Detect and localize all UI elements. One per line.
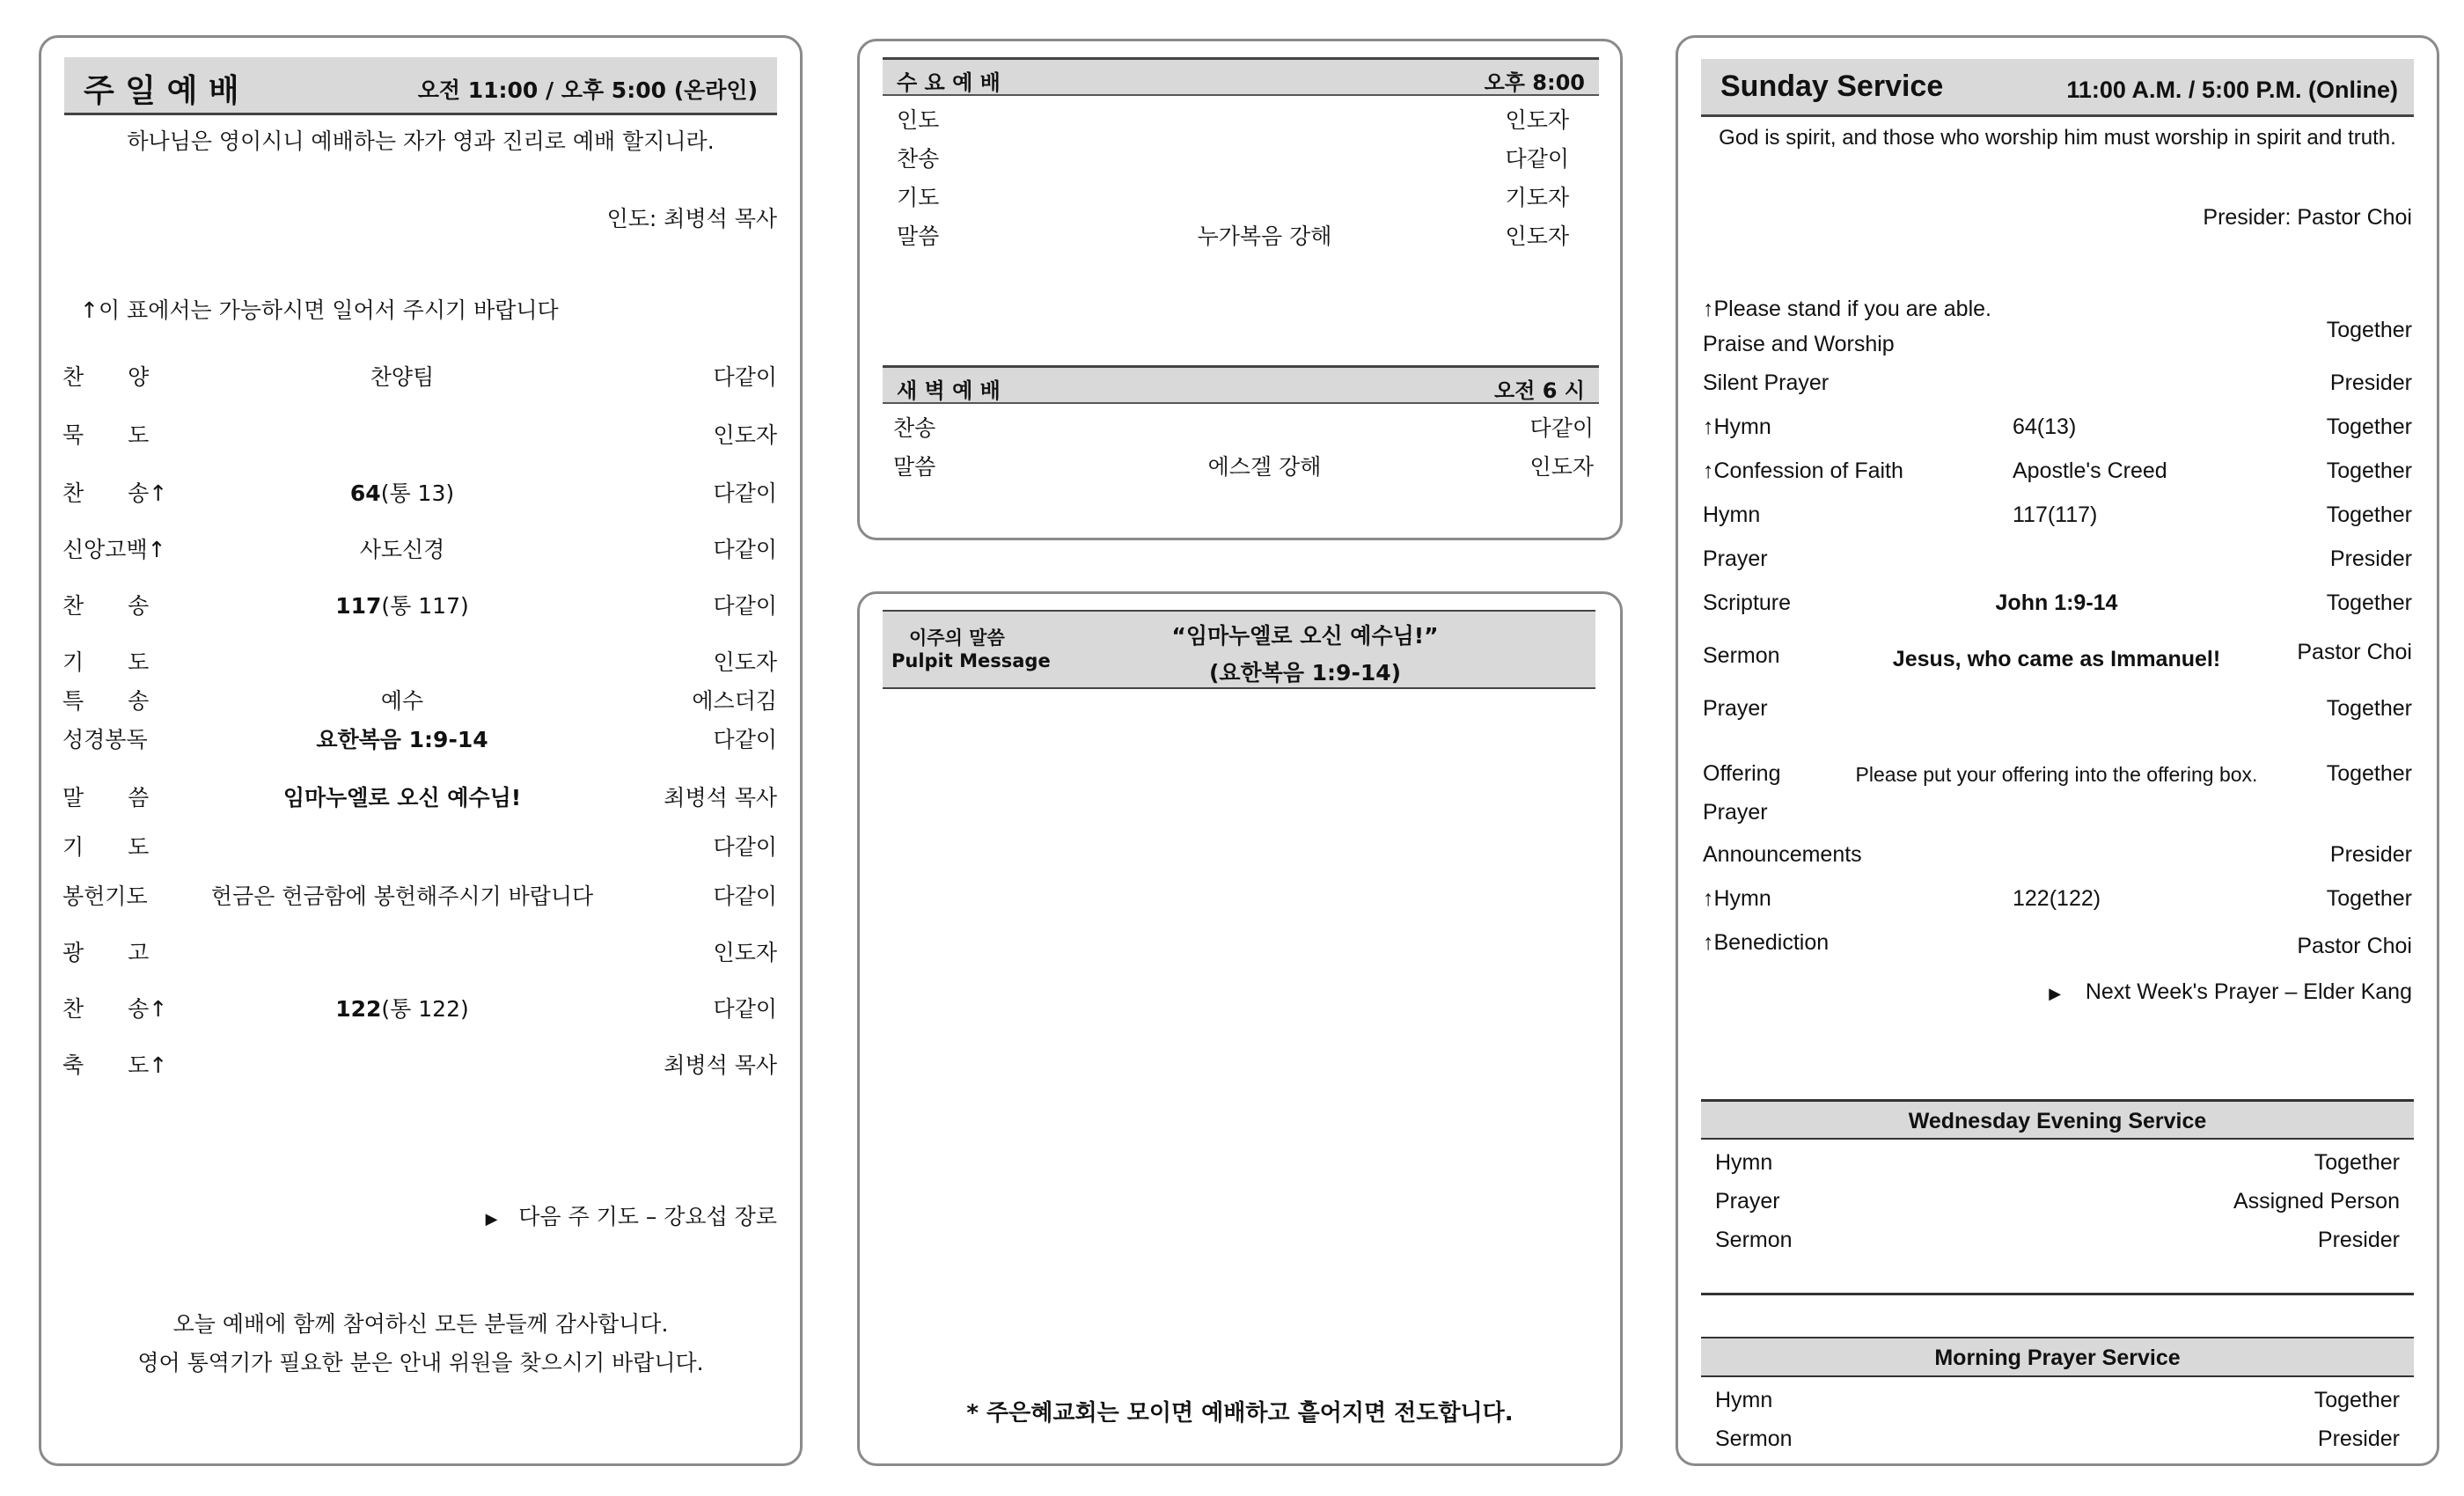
dawn-header xyxy=(883,365,1599,404)
order-item-leader: 인도자 xyxy=(713,649,777,675)
dawn-item-name: 말씀 xyxy=(893,454,936,480)
wednesday-item-name: Sermon xyxy=(1715,1228,1793,1252)
order-item-detail: 117(117) xyxy=(2013,502,2098,527)
order-item-detail: 요한복음 1:9-14 xyxy=(316,727,488,752)
pulpit-panel xyxy=(857,591,1623,1466)
triangle-bullet-icon: ▶ xyxy=(2049,985,2062,1002)
order-item-detail: Please put your offering into the offering box. xyxy=(1855,763,2258,786)
order-item-leader: 다같이 xyxy=(713,480,777,506)
order-item-name: Sermon xyxy=(1703,643,1780,668)
wednesday-item-name: 찬송 xyxy=(897,146,940,172)
english-sunday-header xyxy=(1701,59,2414,117)
order-item-detail: 122(122) xyxy=(2013,886,2101,911)
order-item-name: 찬 송 xyxy=(62,593,150,619)
order-item-name: 찬 송↑ xyxy=(62,996,168,1022)
order-item-leader: Presider xyxy=(2329,546,2412,571)
order-item-leader: Together xyxy=(2326,458,2412,483)
order-item-detail: Jesus, who came as Immanuel! xyxy=(1892,647,2221,671)
order-item-detail: 사도신경 xyxy=(359,537,445,562)
wednesday-item-leader: 인도자 xyxy=(1505,107,1569,133)
thanks-line-2: 영어 통역기가 필요한 분은 안내 위원을 찾으시기 바랍니다. xyxy=(137,1350,704,1375)
pulpit-label-kr: 이주의 말씀 xyxy=(909,627,1005,649)
wednesday-title: 수 요 예 배 xyxy=(897,70,1001,95)
order-item-name: 봉헌기도 xyxy=(62,884,148,909)
order-item-detail: 헌금은 헌금함에 봉헌해주시기 바랍니다 xyxy=(210,884,594,909)
order-item-name: 광 고 xyxy=(62,940,150,965)
pulpit-header xyxy=(883,610,1595,689)
wednesday-item-leader: Assigned Person xyxy=(2233,1189,2400,1214)
order-item-leader: 다같이 xyxy=(713,593,777,619)
order-item-name: ↑Hymn xyxy=(1703,414,1771,439)
order-item-leader: 다같이 xyxy=(713,727,777,752)
order-item-name: ↑Hymn xyxy=(1703,886,1771,911)
korean-sunday-header xyxy=(64,57,777,115)
order-item-name: Hymn xyxy=(1703,502,1761,527)
order-item-leader: Together xyxy=(2326,502,2412,527)
korean-weekday-panel xyxy=(857,39,1623,540)
church-motto: * 주은혜교회는 모이면 예배하고 흩어지면 전도합니다. xyxy=(966,1400,1514,1426)
order-item-name: 묵 도 xyxy=(62,422,150,448)
morning-item-name: Hymn xyxy=(1715,1388,1773,1412)
dawn-item-name: 찬송 xyxy=(893,415,936,441)
dawn-time: 오전 6 시 xyxy=(1494,378,1585,403)
english-next-week-prayer: ▶ Next Week's Prayer – Elder Kang xyxy=(2049,979,2412,1004)
wednesday-item-leader: Together xyxy=(2314,1150,2400,1175)
order-item-leader: 인도자 xyxy=(713,422,777,448)
order-item-name: Prayer xyxy=(1703,800,1768,825)
order-item-detail: John 1:9-14 xyxy=(1995,590,2118,615)
order-item-name: Prayer xyxy=(1703,696,1768,721)
wednesday-item-detail: 누가복음 강해 xyxy=(1197,224,1332,249)
order-item-leader: 다같이 xyxy=(713,834,777,860)
english-wednesday-title: Wednesday Evening Service xyxy=(1908,1109,2207,1133)
order-item-detail: 64(통 13) xyxy=(349,480,455,506)
wednesday-item-name: 말씀 xyxy=(897,224,940,249)
order-item-name: 신앙고백↑ xyxy=(62,537,166,562)
english-morning-title: Morning Prayer Service xyxy=(1934,1346,2181,1370)
order-item-leader: Together xyxy=(2326,696,2412,721)
english-title: Sunday Service xyxy=(1720,70,1944,103)
wednesday-item-leader: 기도자 xyxy=(1505,185,1569,210)
order-item-leader: 인도자 xyxy=(713,940,777,965)
order-item-leader: Together xyxy=(2326,318,2412,342)
order-item-name: 기 도 xyxy=(62,834,150,860)
order-item-leader: 에스더김 xyxy=(692,688,777,714)
english-morning-header xyxy=(1701,1337,2414,1377)
order-item-name: 말 씀 xyxy=(62,785,150,810)
order-item-leader: 다같이 xyxy=(713,884,777,909)
wednesday-item-name: Hymn xyxy=(1715,1150,1773,1175)
english-time: 11:00 A.M. / 5:00 P.M. (Online) xyxy=(2066,77,2398,103)
english-sunday-panel xyxy=(1676,35,2439,1466)
order-item-leader: Together xyxy=(2326,886,2412,911)
section-divider xyxy=(1701,1293,2414,1295)
order-item-name: 축 도↑ xyxy=(62,1052,168,1078)
page-title: 주 일 예 배 xyxy=(84,73,239,109)
dawn-item-detail: 에스겔 강해 xyxy=(1207,454,1322,480)
order-item-detail: Apostle's Creed xyxy=(2013,458,2167,483)
order-item-name: ↑Benediction xyxy=(1703,930,1830,955)
order-item-detail: 예수 xyxy=(380,688,424,714)
order-item-detail: 117(통 117) xyxy=(335,593,469,619)
wednesday-item-name: 인도 xyxy=(897,107,940,133)
order-item-leader: 다같이 xyxy=(713,364,777,390)
wednesday-header xyxy=(883,57,1599,96)
order-item-detail: 122(통 122) xyxy=(335,996,469,1022)
english-wednesday-header xyxy=(1701,1099,2414,1140)
order-item-leader: 최병석 목사 xyxy=(664,1052,777,1078)
pulpit-label-en: Pulpit Message xyxy=(891,650,1051,671)
morning-item-leader: Presider xyxy=(2317,1426,2400,1451)
order-item-name: Scripture xyxy=(1703,590,1792,615)
pulpit-reference: (요한복음 1:9-14) xyxy=(1208,660,1402,686)
service-time: 오전 11:00 / 오후 5:00 (온라인) xyxy=(417,77,758,103)
order-item-name: Prayer xyxy=(1703,546,1768,571)
order-item-name: Praise and Worship xyxy=(1703,332,1895,356)
pulpit-title: “임마누엘로 오신 예수님!” xyxy=(1171,623,1439,649)
order-item-name: Silent Prayer xyxy=(1703,370,1830,395)
thanks-line-1: 오늘 예배에 함께 참여하신 모든 분들께 감사합니다. xyxy=(172,1311,669,1337)
wednesday-item-name: 기도 xyxy=(897,185,940,210)
wednesday-item-leader: Presider xyxy=(2317,1228,2400,1252)
presider-note: 인도: 최병석 목사 xyxy=(606,206,777,231)
order-item-detail: 찬양팀 xyxy=(370,364,435,390)
order-item-leader: 다같이 xyxy=(713,996,777,1022)
order-item-leader: Together xyxy=(2326,414,2412,439)
order-item-leader: Presider xyxy=(2329,370,2412,395)
next-week-prayer: ▶ 다음 주 기도 – 강요섭 장로 xyxy=(485,1204,777,1229)
order-item-leader: Together xyxy=(2326,590,2412,615)
wednesday-item-leader: 인도자 xyxy=(1505,224,1569,249)
wednesday-item-name: Prayer xyxy=(1715,1189,1780,1214)
order-item-name: 특 송 xyxy=(62,688,150,714)
order-item-name: 찬 송↑ xyxy=(62,480,168,506)
order-item-leader: Pastor Choi xyxy=(2297,640,2412,664)
order-item-leader: Presider xyxy=(2329,842,2412,867)
english-presider: Presider: Pastor Choi xyxy=(2203,205,2412,230)
stand-note: ↑이 표에서는 가능하시면 일어서 주시기 바랍니다 xyxy=(80,297,559,323)
order-item-name: Announcements xyxy=(1703,842,1862,867)
order-item-name: 찬 양 xyxy=(62,364,150,390)
korean-sunday-panel xyxy=(39,35,803,1466)
order-item-detail: 임마누엘로 오신 예수님! xyxy=(282,785,522,810)
order-item-detail: 64(13) xyxy=(2013,414,2077,439)
english-verse: God is spirit, and those who worship him must worship in spirit and truth. xyxy=(1719,126,2396,150)
order-item-name: 성경봉독 xyxy=(62,727,148,752)
order-item-leader: 다같이 xyxy=(713,537,777,562)
wednesday-time: 오후 8:00 xyxy=(1484,70,1585,95)
order-item-name: Offering xyxy=(1703,761,1781,786)
morning-item-leader: Together xyxy=(2314,1388,2400,1412)
scripture-verse: 하나님은 영이시니 예배하는 자가 영과 진리로 예배 할지니라. xyxy=(127,128,715,154)
order-item-name: 기 도 xyxy=(62,649,150,675)
triangle-bullet-icon: ▶ xyxy=(485,1210,498,1228)
dawn-item-leader: 다같이 xyxy=(1529,415,1594,441)
order-item-leader: Pastor Choi xyxy=(2297,934,2412,958)
order-item-leader: Together xyxy=(2326,761,2412,786)
dawn-title: 새 벽 예 배 xyxy=(897,378,1001,403)
english-stand-note: ↑Please stand if you are able. xyxy=(1703,297,1991,321)
morning-item-name: Sermon xyxy=(1715,1426,1793,1451)
dawn-item-leader: 인도자 xyxy=(1529,454,1594,480)
order-item-name: ↑Confession of Faith xyxy=(1703,458,1903,483)
wednesday-item-leader: 다같이 xyxy=(1505,146,1569,172)
order-item-leader: 최병석 목사 xyxy=(664,785,777,810)
